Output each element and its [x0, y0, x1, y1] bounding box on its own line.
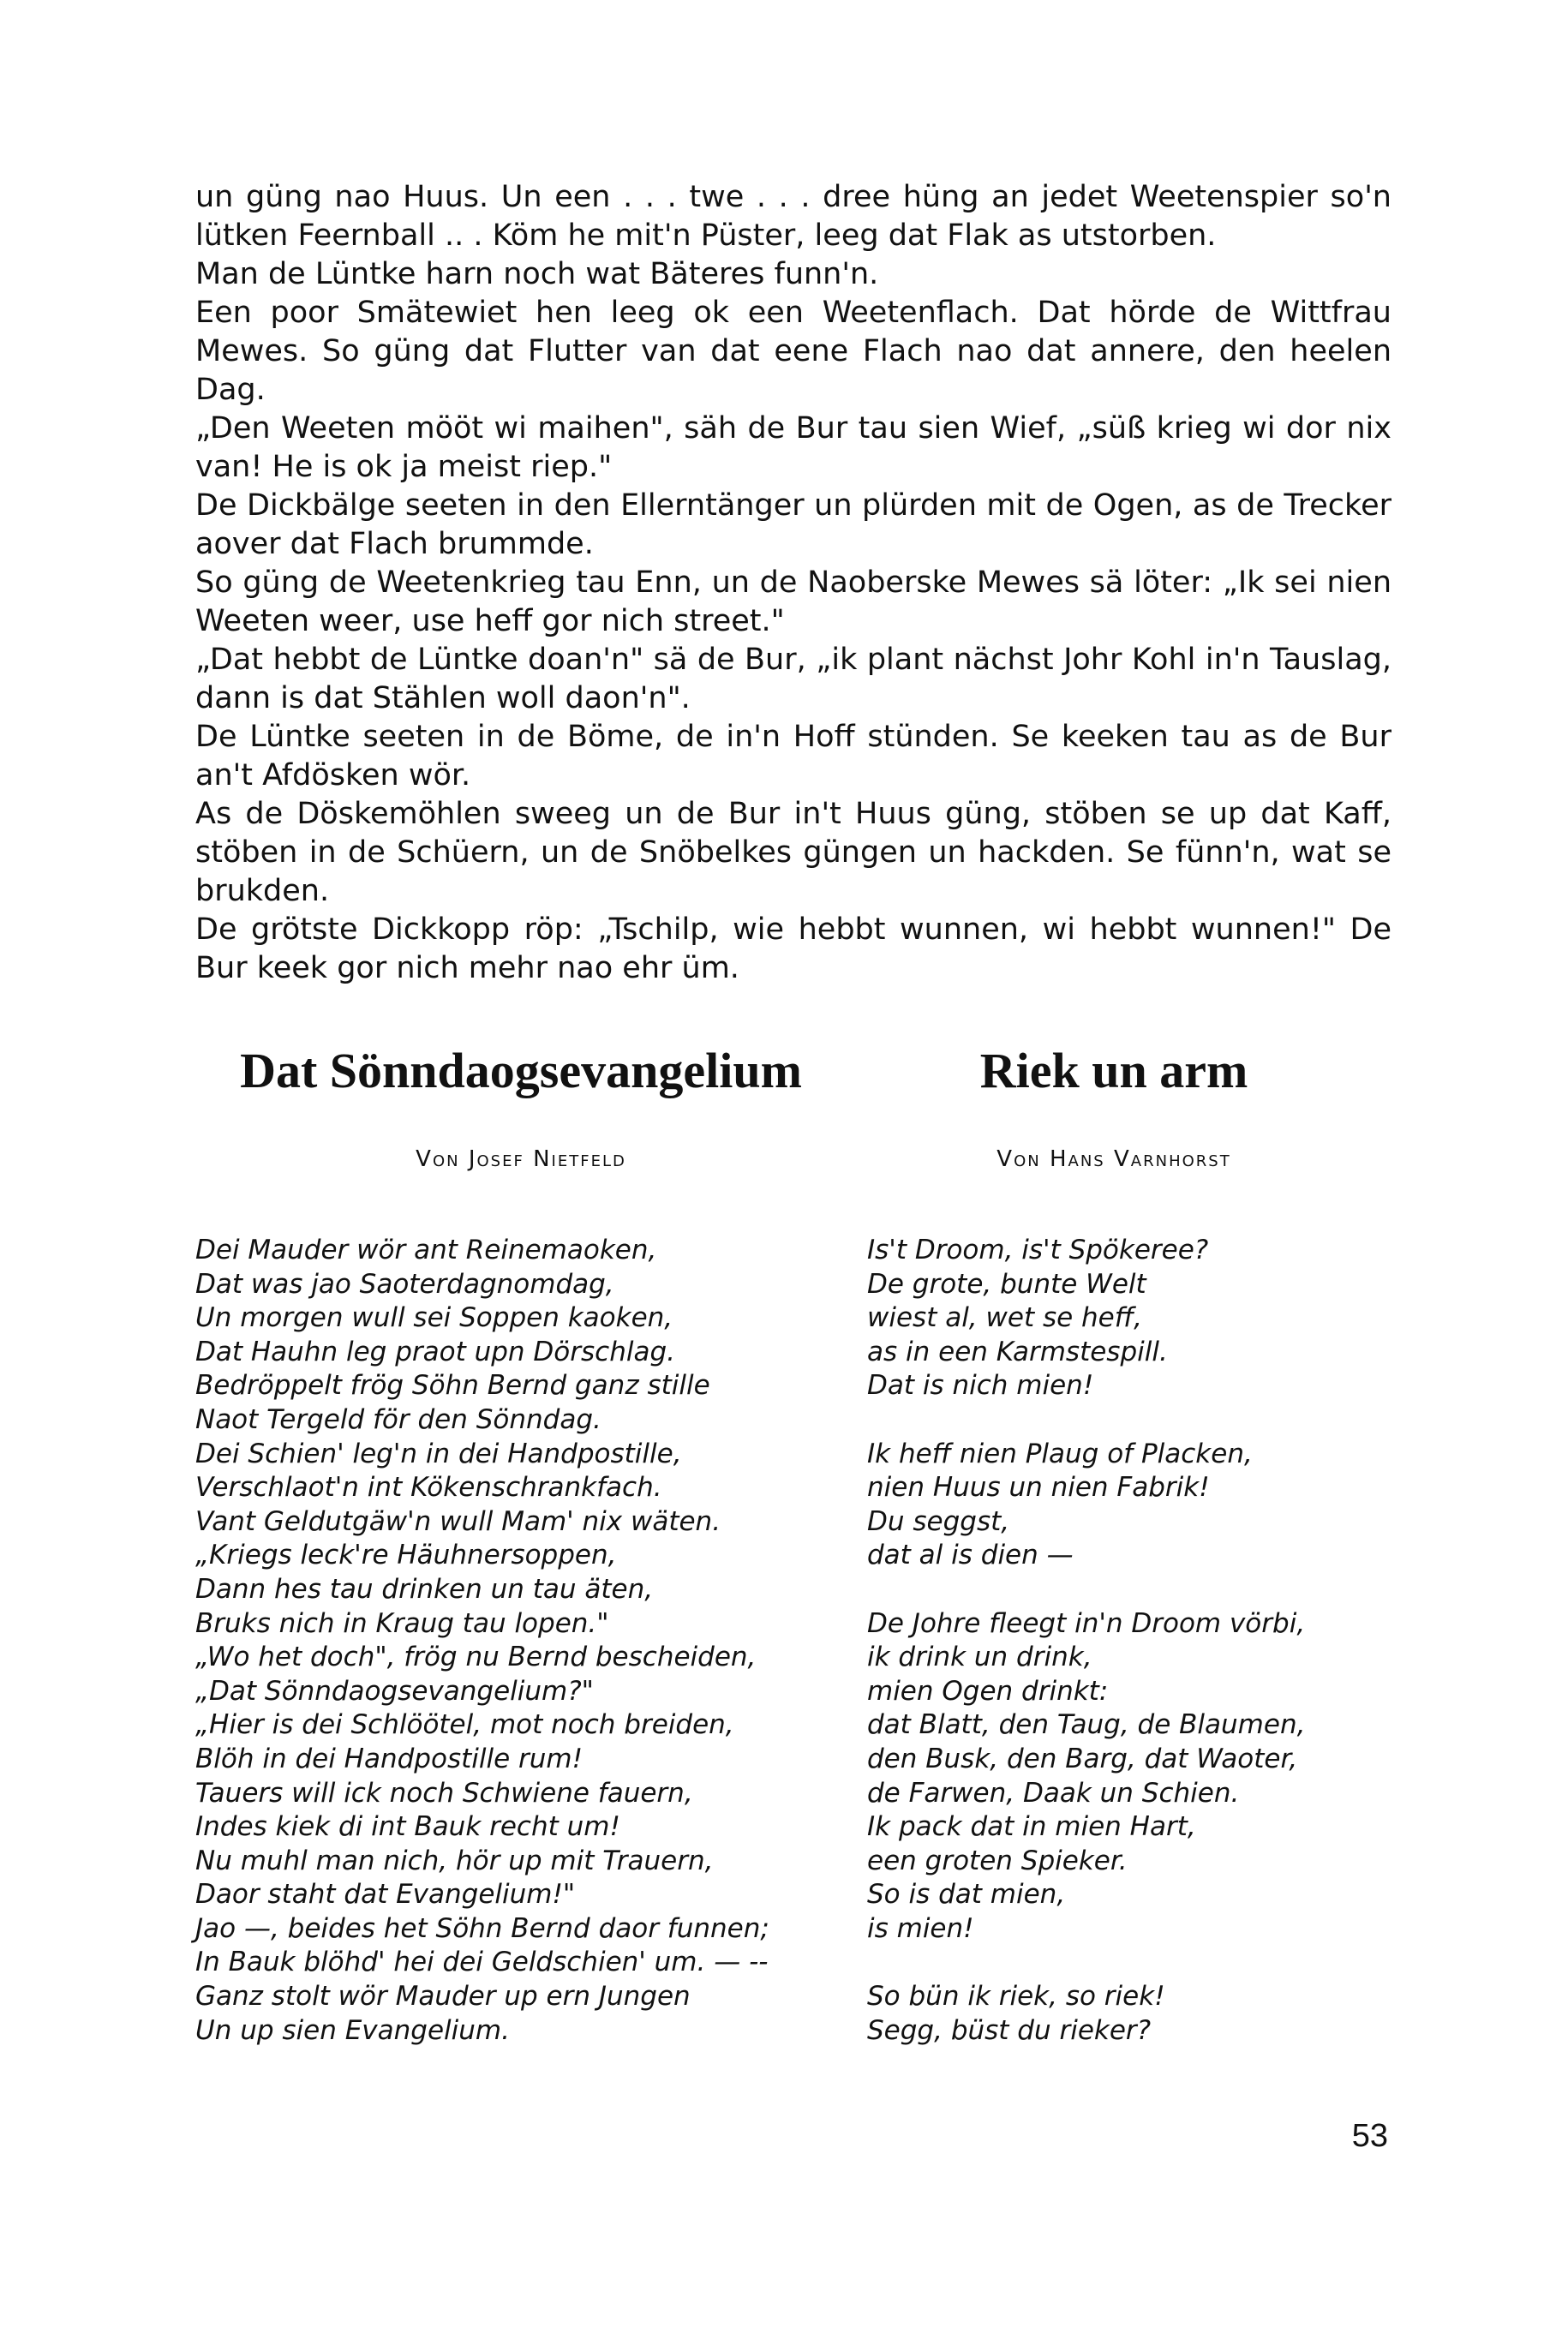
poem-line: Is't Droom, is't Spökeree?	[867, 1235, 1209, 1265]
prose-paragraph: De Dickbälge seeten in den Ellerntänger un plürden mit de Ogen, as de Trecker aover dat Flach brummde.	[195, 488, 1391, 561]
prose-paragraph: Een poor Smätewiet hen leeg ok een Weetenflach. Dat hörde de Wittfrau Mewes. So güng dat Flutter van dat eene Flach nao dat annere, den heelen Dag.	[195, 296, 1391, 407]
poem-line: Ik pack dat in mien Hart,	[867, 1811, 1196, 1843]
poem-line: Jao —, beides het Söhn Bernd daor funnen;	[195, 1912, 769, 1944]
poem-line: Dann hes tau drinken un tau äten,	[195, 1573, 654, 1605]
poem-title-right: Riek un arm	[979, 1043, 1248, 1098]
poem-line: Dei Schien' leg'n in dei Handpostille,	[195, 1438, 682, 1469]
poem-line: Indes kiek di int Bauk recht um!	[195, 1811, 620, 1843]
poem-line: Ik heff nien Plaug of Placken,	[867, 1438, 1253, 1469]
prose-paragraph: Man de Lüntke harn noch wat Bäteres funn'n.	[195, 257, 879, 291]
poem-line: Bedröppelt frög Söhn Bernd ganz stille	[195, 1370, 710, 1402]
poem-line: is mien!	[867, 1912, 974, 1944]
poem-line: Dei Mauder wör ant Reinemaoken,	[195, 1235, 657, 1265]
page-number: 53	[1351, 2118, 1388, 2154]
poem-line: „Kriegs leck're Häuhnersoppen,	[195, 1540, 617, 1571]
prose-paragraph: So güng de Weetenkrieg tau Enn, un de Naoberske Mewes sä löter: „Ik sei nien Weeten weer, use heff gor nich street."	[195, 565, 1391, 638]
poem-right-column	[848, 1037, 1379, 2048]
poem-byline-left	[195, 1146, 847, 1189]
prose-paragraph: De Lüntke seeten in de Böme, de in'n Hoff stünden. Se keeken tau as de Bur an't Afdösken wör.	[195, 720, 1391, 793]
prose-section	[195, 178, 1391, 988]
poem-line: In Bauk blöhd' hei dei Geldschien' um. — --	[195, 1947, 769, 1978]
poem-line: So bün ik riek, so riek!	[867, 1981, 1165, 2013]
poem-line: Dat Hauhn leg praot upn Dörschlag.	[195, 1336, 675, 1367]
poem-line: De grote, bunte Welt	[867, 1268, 1146, 1300]
poem-line: de Farwen, Daak un Schien.	[867, 1777, 1240, 1809]
poem-line: Ganz stolt wör Mauder up ern Jungen	[195, 1981, 691, 2013]
poem-line: Dat was jao Saoterdagnomdag,	[195, 1268, 614, 1300]
prose-paragraph: „Dat hebbt de Lüntke doan'n" sä de Bur, „ik plant nächst Johr Kohl in'n Tauslag, dann is dat Stählen woll daon'n".	[195, 643, 1391, 715]
poem-line: as in een Karmstespill.	[867, 1336, 1168, 1367]
poem-line: „Wo het doch", frög nu Bernd bescheiden,	[195, 1642, 757, 1673]
poem-line: den Busk, den Barg, dat Waoter,	[867, 1743, 1298, 1774]
poem-line: Blöh in dei Handpostille rum!	[195, 1743, 584, 1774]
poem-line: Bruks nich in Kraug tau lopen."	[195, 1607, 609, 1639]
poem-line: Nu muhl man nich, hör up mit Trauern,	[195, 1845, 714, 1876]
poem-line: wiest al, wet se heff,	[867, 1302, 1142, 1334]
byline-text: Von Hans Varnhorst	[996, 1146, 1231, 1172]
poem-body-right	[867, 1234, 1379, 2048]
prose-paragraph: „Den Weeten mööt wi maihen", säh de Bur tau sien Wief, „süß krieg wi dor nix van! He is ok ja meist riep."	[195, 411, 1391, 484]
poem-line: „Dat Sönndaogsevangelium?"	[195, 1675, 594, 1707]
poem-line: Dat is nich mien!	[867, 1370, 1094, 1402]
poem-line: „Hier is dei Schlöötel, mot noch breiden,	[195, 1709, 734, 1741]
poem-line: nien Huus un nien Fabrik!	[867, 1472, 1210, 1504]
poem-line: Verschlaot'n int Kökenschrankfach.	[195, 1472, 662, 1504]
prose-paragraph: un güng nao Huus. Un een . . . twe . . . dree hüng an jedet Weetenspier so'n lütken Feernball .. . Köm he mit'n Püster, leeg dat Flak as utstorben.	[195, 180, 1391, 253]
byline-text: Von Josef Nietfeld	[416, 1146, 626, 1172]
poem-line: Vant Geldutgäw'n wull Mam' nix wäten.	[195, 1505, 721, 1537]
poem-line: dat Blatt, den Taug, de Blaumen,	[867, 1709, 1306, 1741]
poem-line: Segg, büst du rieker?	[867, 2014, 1152, 2046]
poem-line: mien Ogen drinkt:	[867, 1675, 1109, 1707]
prose-paragraph: As de Döskemöhlen sweeg un de Bur in't Huus güng, stöben se up dat Kaff, stöben in de Schüern, un de Snöbelkes güngen un hackden. Se fünn'n, wat se brukden.	[195, 797, 1391, 908]
poem-line: Naot Tergeld för den Sönndag.	[195, 1403, 601, 1435]
poem-left-column	[195, 1037, 847, 2048]
poem-line: ik drink un drink,	[867, 1642, 1092, 1673]
stanza-gap	[867, 1403, 1379, 1438]
poem-line: So is dat mien,	[867, 1879, 1066, 1911]
poem-line: Tauers will ick noch Schwiene fauern,	[195, 1777, 693, 1809]
poem-body-left	[195, 1234, 847, 2048]
poem-line: Daor staht dat Evangelium!"	[195, 1879, 576, 1911]
poem-line: een groten Spieker.	[867, 1845, 1128, 1876]
poem-line: Du seggst,	[867, 1505, 1010, 1537]
prose-paragraph: De grötste Dickkopp röp: „Tschilp, wie hebbt wunnen, wi hebbt wunnen!" De Bur keek gor nich mehr nao ehr üm.	[195, 912, 1391, 985]
poem-byline-right	[848, 1146, 1379, 1189]
poem-title-left: Dat Sönndaogsevangelium	[240, 1043, 802, 1098]
stanza-gap	[867, 1946, 1379, 1980]
poem-line: Un up sien Evangelium.	[195, 2014, 510, 2046]
stanza-gap	[867, 1573, 1379, 1607]
poem-line: De Johre fleegt in'n Droom vörbi,	[867, 1607, 1306, 1639]
poem-line: dat al is dien —	[867, 1540, 1074, 1571]
poem-line: Un morgen wull sei Soppen kaoken,	[195, 1302, 673, 1334]
